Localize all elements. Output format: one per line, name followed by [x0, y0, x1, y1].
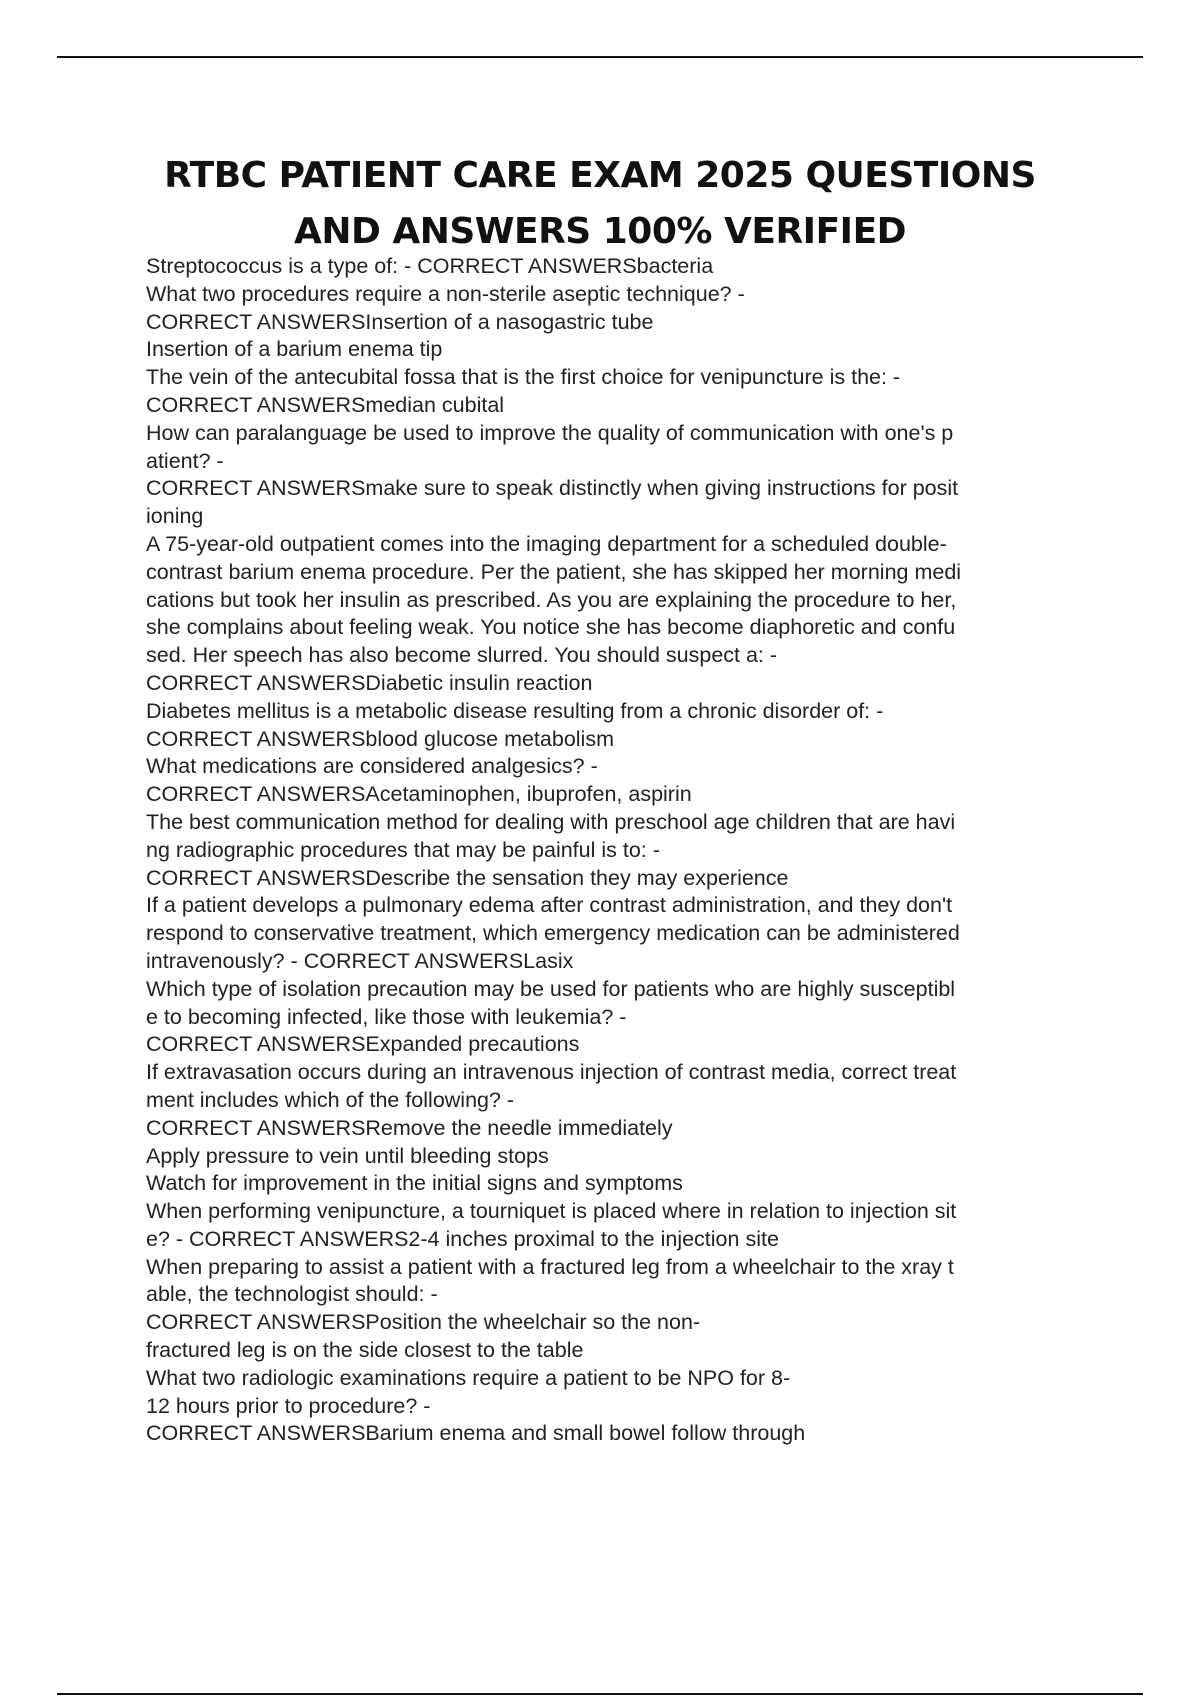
text-line: How can paralanguage be used to improve the quality of communication with one's p	[146, 420, 954, 445]
text-line: respond to conservative treatment, which emergency medication can be administered	[146, 921, 960, 946]
text-line: A 75-year-old outpatient comes into the imaging department for a scheduled double-	[146, 531, 947, 556]
page-title	[100, 148, 1100, 260]
text-line: When preparing to assist a patient with a fractured leg from a wheelchair to the xray t	[146, 1254, 954, 1279]
text-line: CORRECT ANSWERSBarium enema and small bowel follow through	[146, 1421, 806, 1446]
title-line-1: RTBC PATIENT CARE EXAM 2025 QUESTIONS	[164, 155, 1036, 196]
text-line: she complains about feeling weak. You notice she has become diaphoretic and confu	[146, 615, 956, 640]
text-line: Insertion of a barium enema tip	[146, 337, 443, 362]
text-line: Which type of isolation precaution may be used for patients who are highly susceptibl	[146, 976, 956, 1001]
text-line: intravenously? - CORRECT ANSWERSLasix	[146, 948, 574, 973]
text-line: If extravasation occurs during an intravenous injection of contrast media, correct treat	[146, 1060, 957, 1085]
text-line: atient? -	[146, 448, 224, 473]
top-divider	[57, 56, 1143, 58]
text-line: ioning	[146, 504, 204, 529]
text-line: Streptococcus is a type of: - CORRECT ANSWERSbacteria	[146, 254, 714, 278]
text-line: CORRECT ANSWERSDescribe the sensation they may experience	[146, 865, 789, 890]
text-line: The vein of the antecubital fossa that is the first choice for venipuncture is the: -	[146, 365, 901, 390]
text-line: What two radiologic examinations require a patient to be NPO for 8-	[146, 1365, 791, 1390]
document-body	[146, 253, 1096, 1448]
text-line: Diabetes mellitus is a metabolic disease resulting from a chronic disorder of: -	[146, 698, 884, 723]
text-line: e? - CORRECT ANSWERS2-4 inches proximal to the injection site	[146, 1226, 779, 1251]
title-line-2: AND ANSWERS 100% VERIFIED	[293, 211, 907, 252]
bottom-divider	[57, 1693, 1143, 1695]
text-line: 12 hours prior to procedure? -	[146, 1393, 431, 1418]
text-line: able, the technologist should: -	[146, 1282, 438, 1307]
text-line: CORRECT ANSWERSInsertion of a nasogastric tube	[146, 309, 654, 334]
text-line: CORRECT ANSWERSAcetaminophen, ibuprofen, aspirin	[146, 782, 692, 807]
text-line: CORRECT ANSWERSPosition the wheelchair so the non-	[146, 1310, 701, 1335]
text-line: What medications are considered analgesics? -	[146, 754, 598, 779]
text-line: The best communication method for dealing with preschool age children that are havi	[146, 809, 956, 834]
text-line: If a patient develops a pulmonary edema after contrast administration, and they don't	[146, 893, 953, 918]
text-line: CORRECT ANSWERSmedian cubital	[146, 392, 505, 417]
text-line: ng radiographic procedures that may be painful is to: -	[146, 837, 660, 862]
text-line: sed. Her speech has also become slurred. You should suspect a: -	[146, 643, 778, 668]
text-line: Watch for improvement in the initial signs and symptoms	[146, 1171, 683, 1196]
text-line: CORRECT ANSWERSDiabetic insulin reaction	[146, 670, 593, 695]
text-line: ment includes which of the following? -	[146, 1087, 515, 1112]
text-line: What two procedures require a non-sterile aseptic technique? -	[146, 281, 745, 306]
text-line: When performing venipuncture, a tourniquet is placed where in relation to injection sit	[146, 1199, 957, 1224]
text-line: CORRECT ANSWERSblood glucose metabolism	[146, 726, 614, 751]
text-line: fractured leg is on the side closest to the table	[146, 1338, 584, 1363]
text-line: cations but took her insulin as prescribed. As you are explaining the procedure to her,	[146, 587, 957, 612]
text-line: CORRECT ANSWERSExpanded precautions	[146, 1032, 580, 1057]
text-line: e to becoming infected, like those with leukemia? -	[146, 1004, 627, 1029]
text-line: CORRECT ANSWERSRemove the needle immediately	[146, 1115, 673, 1140]
text-line: Apply pressure to vein until bleeding stops	[146, 1143, 549, 1168]
text-line: contrast barium enema procedure. Per the patient, she has skipped her morning medi	[146, 559, 962, 584]
text-line: CORRECT ANSWERSmake sure to speak distinctly when giving instructions for posit	[146, 476, 959, 501]
